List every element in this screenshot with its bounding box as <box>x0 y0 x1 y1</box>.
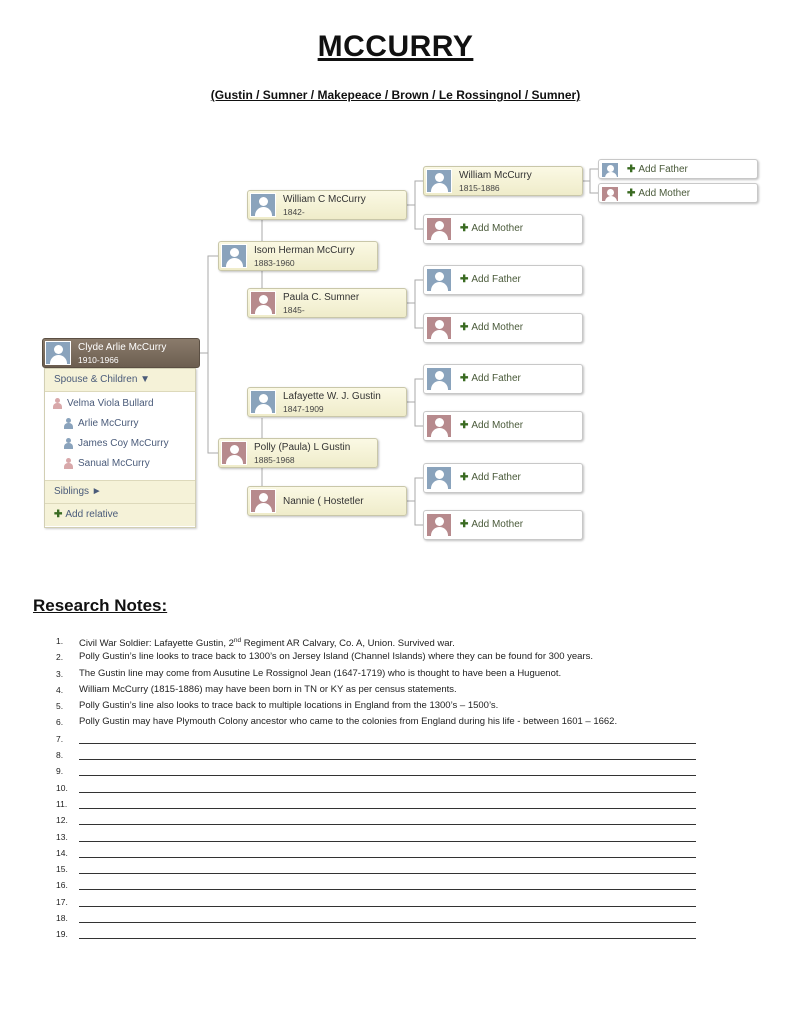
note-item: 5. Polly Gustin’s line also looks to trace back to multiple locations in England from the 1300’s – 1500’s. <box>56 700 499 712</box>
person-icon <box>601 162 619 178</box>
person-icon <box>250 489 276 513</box>
person-icon <box>426 414 452 438</box>
person-icon <box>426 466 452 490</box>
plus-icon: ✚ <box>627 188 636 199</box>
person-icon <box>426 217 452 241</box>
person-icon <box>250 291 276 315</box>
grandmother-card[interactable] <box>247 486 407 516</box>
blank-note-line[interactable]: 13. <box>56 829 696 845</box>
add-father-card[interactable]: ✚ Add Father <box>423 463 583 493</box>
blank-note-line[interactable]: 8. <box>56 747 696 763</box>
person-icon <box>250 193 276 217</box>
person-icon <box>601 186 619 202</box>
relatives-panel <box>44 368 196 528</box>
add-father-card[interactable]: ✚ Add Father <box>598 159 758 179</box>
spouse-children-toggle[interactable]: Spouse & Children ▼ <box>45 369 195 392</box>
plus-icon: ✚ <box>460 223 469 234</box>
person-name: Polly (Paula) L Gustin <box>254 442 351 453</box>
person-dates: 1847-1909 <box>283 404 324 414</box>
note-item: 1. Civil War Soldier: Lafayette Gustin, 2nd Regiment AR Calvary, Co. A, Union. Survived war. <box>56 636 455 650</box>
blank-note-line[interactable]: 14. <box>56 845 696 861</box>
add-mother-card[interactable]: ✚ Add Mother <box>423 411 583 441</box>
person-dates: 1883-1960 <box>254 258 295 268</box>
plus-icon: ✚ <box>54 509 63 520</box>
blank-note-line[interactable]: 17. <box>56 894 696 910</box>
grandmother-card[interactable] <box>247 288 407 318</box>
add-mother-card[interactable]: ✚ Add Mother <box>423 510 583 540</box>
person-icon <box>221 244 247 268</box>
person-icon <box>426 169 452 193</box>
siblings-toggle[interactable]: Siblings ► <box>45 480 195 504</box>
person-icon <box>426 367 452 391</box>
note-item: 2. Polly Gustin’s line looks to trace back to 1300’s on Jersey Island (Channel Islands) where they can be found for 300 years. <box>56 651 593 663</box>
blank-note-line[interactable]: 10. <box>56 780 696 796</box>
blank-note-line[interactable]: 18. <box>56 910 696 926</box>
add-mother-card[interactable]: ✚ Add Mother <box>423 313 583 343</box>
add-mother-card[interactable]: ✚ Add Mother <box>423 214 583 244</box>
person-dates: 1885-1968 <box>254 455 295 465</box>
person-name: Lafayette W. J. Gustin <box>283 391 381 402</box>
person-dates: 1845- <box>283 305 305 315</box>
plus-icon: ✚ <box>460 274 469 285</box>
page-subtitle: (Gustin / Sumner / Makepeace / Brown / Le Rossingnol / Sumner) <box>210 88 581 102</box>
male-icon <box>64 438 73 449</box>
note-item: 3. The Gustin line may come from Ausutine Le Rossignol Jean (1647-1719) who is thought to have been a Huguenot. <box>56 667 562 679</box>
blank-note-line[interactable]: 12. <box>56 812 696 828</box>
person-icon <box>426 268 452 292</box>
blank-note-line[interactable]: 11. <box>56 796 696 812</box>
blank-note-line[interactable]: 19. <box>56 926 696 942</box>
person-name: Nannie ( Hostetler <box>283 496 364 507</box>
child-item[interactable]: Arlie McCurry <box>45 414 195 434</box>
plus-icon: ✚ <box>627 164 636 175</box>
child-item[interactable]: James Coy McCurry <box>45 434 195 454</box>
plus-icon: ✚ <box>460 519 469 530</box>
person-name: Isom Herman McCurry <box>254 245 355 256</box>
person-name: Paula C. Sumner <box>283 292 360 303</box>
person-name: William McCurry <box>459 170 532 181</box>
note-item: 4. William McCurry (1815-1886) may have been born in TN or KY as per census statements. <box>56 683 457 695</box>
female-icon <box>64 458 73 469</box>
father-card[interactable] <box>218 241 378 271</box>
person-icon <box>426 513 452 537</box>
add-father-card[interactable]: ✚ Add Father <box>423 265 583 295</box>
person-icon <box>426 316 452 340</box>
spouse-item[interactable]: Velma Viola Bullard <box>45 394 195 414</box>
person-icon <box>250 390 276 414</box>
mother-card[interactable] <box>218 438 378 468</box>
research-notes-heading: Research Notes: <box>33 596 168 615</box>
root-person-dates: 1910-1966 <box>78 355 119 365</box>
blank-note-line[interactable]: 16. <box>56 877 696 893</box>
add-father-card[interactable]: ✚ Add Father <box>423 364 583 394</box>
person-dates: 1842- <box>283 207 305 217</box>
female-icon <box>53 398 62 409</box>
blank-note-line[interactable]: 7. <box>56 731 696 747</box>
child-item[interactable]: Sanual McCurry <box>45 454 195 474</box>
plus-icon: ✚ <box>460 373 469 384</box>
great-grandfather-card[interactable] <box>423 166 583 196</box>
plus-icon: ✚ <box>460 472 469 483</box>
page-title: MCCURRY <box>317 30 474 63</box>
root-person-card[interactable] <box>42 338 200 368</box>
person-icon <box>221 441 247 465</box>
blank-note-line[interactable]: 9. <box>56 763 696 779</box>
person-dates: 1815-1886 <box>459 183 500 193</box>
blank-note-line[interactable]: 15. <box>56 861 696 877</box>
male-icon <box>64 418 73 429</box>
add-relative-button[interactable]: ✚ Add relative <box>45 504 195 526</box>
research-notes-list <box>56 633 696 943</box>
root-person-name: Clyde Arlie McCurry <box>78 342 167 353</box>
add-mother-card[interactable]: ✚ Add Mother <box>598 183 758 203</box>
plus-icon: ✚ <box>460 420 469 431</box>
grandfather-card[interactable] <box>247 387 407 417</box>
grandfather-card[interactable] <box>247 190 407 220</box>
person-name: William C McCurry <box>283 194 366 205</box>
person-icon <box>45 341 71 365</box>
plus-icon: ✚ <box>460 322 469 333</box>
note-item: 6. Polly Gustin may have Plymouth Colony ancestor who came to the colonies from England during his life - between 1601 – 1662. <box>56 716 618 728</box>
